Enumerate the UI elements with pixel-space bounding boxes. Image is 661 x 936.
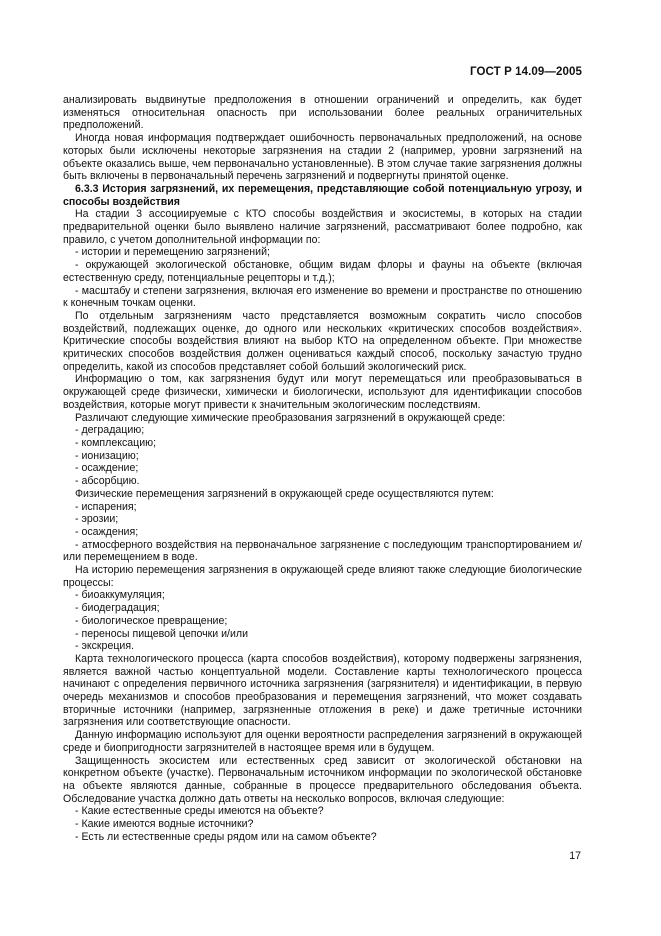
list-item: - масштабу и степени загрязнения, включая его изменение во времени и пространстве по отношению к конечным точкам оценки. [63,284,582,310]
paragraph: Иногда новая информация подтверждает ошибочность первоначальных предположений, на основе которых были исключены некоторые загрязнения на стадии 2 (например, уровни загрязнений на объекте оказались выше, чем первоначально установленные). В этом случае такие загрязнения должны быть включены в первоначальный перечень загрязнений и подвергнуты принятой оценке. [63,132,582,183]
list-item: - атмосферного воздействия на первоначальное загрязнение с последующим транспортированием и/или перемещением в воде. [63,538,582,564]
paragraph: По отдельным загрязнениям часто представляется возможным сократить число способов воздействий, подлежащих оценке, до одного или нескольких «критических способов воздействия». Критические способы воздействия влияют на выбор КТО на определенном объекте. При множестве критических способов воздействия должен оцениваться каждый способ, поскольку зачастую трудно определить, какой из способов представляет собой больший экологический риск. [63,309,582,373]
list-item: - переносы пищевой цепочки и/или [75,627,249,640]
paragraph: На историю перемещения загрязнения в окружающей среде влияют также следующие биологические процессы: [63,564,582,589]
paragraph: Информацию о том, как загрязнения будут или могут перемещаться или преобразовываться в окружающей среде физически, химически и биологически, используют для идентификации способов воздействия, которые могут привести к значительным экологическим последствиям. [63,373,582,411]
list-item: - деградацию; [75,424,145,437]
paragraph: Карта технологического процесса (карта способов воздействия), которому подвержены загрязнения, является важной частью концептуальной модели. Составление карты технологического процесса начинают с определения первичного источника загрязнения (загрязнителя) и идентификации, в первую очередь механизмов и способов преобразования и перемещения загрязнений, что может создавать вторичные источники (например, загрязненные отложения в реке) и даже третичные источники загрязнения или соответствующие опасности. [63,652,582,729]
list-item: - комплексацию; [75,436,157,449]
paragraph: анализировать выдвинутые предположения в отношении ограничений и определить, как будет изменяться относительная опасность при использовании более реальных ограничительных предположений. [63,94,582,132]
paragraph: Данную информацию используют для оценки вероятности распределения загрязнений в окружающей среде и биопригодности загрязнителей в настоящее время или в будущем. [63,729,582,754]
list-item: - ионизацию; [75,449,139,462]
section-heading: 6.3.3 История загрязнений, их перемещения, представляющие собой потенциальную угрозу, и способы воздействия [63,182,582,208]
list-item: - окружающей экологической обстановке, общим видам флоры и фауны на объекте (включая естественную среду, потенциальные рецепторы и т.д.); [63,259,582,284]
document-id-header: ГОСТ Р 14.09—2005 [470,66,582,78]
paragraph: Защищенность экосистем или естественных сред зависит от экологической обстановки на конкретном объекте (участке). Первоначальным источником информации по экологической обстановке на объекте являются данные, собранные в процессе предварительного обследования объекта. Обследование участка должно дать ответы на несколько вопросов, включая следующие: [63,754,582,805]
list-item: - Какие имеются водные источники? [75,818,254,831]
list-item: - Есть ли естественные среды рядом или на самом объекте? [75,830,377,843]
document-body [63,94,582,843]
page-number: 17 [569,850,581,862]
list-item: - истории и перемещению загрязнений; [75,246,270,259]
list-item: - биологическое превращение; [75,614,228,627]
list-item: - Какие естественные среды имеются на объекте? [75,805,324,818]
list-item: - осаждения; [75,525,139,538]
list-item: - испарения; [75,500,137,513]
list-item: - биоаккумуляция; [75,589,165,602]
list-item: - эрозии; [75,513,119,526]
list-item: - экскреция. [75,640,135,653]
list-item: - биодеградация; [75,602,160,615]
list-item: - осаждение; [75,462,139,475]
paragraph: На стадии 3 ассоциируемые с КТО способы воздействия и экосистемы, в которых на стадии предварительной оценки было выявлено наличие загрязнений, рассматривают более подробно, как правило, с учетом дополнительной информации по: [63,208,582,246]
paragraph: Различают следующие химические преобразования загрязнений в окружающей среде: [75,411,506,424]
list-item: - абсорбцию. [75,475,140,488]
paragraph: Физические перемещения загрязнений в окружающей среде осуществляются путем: [75,487,494,500]
